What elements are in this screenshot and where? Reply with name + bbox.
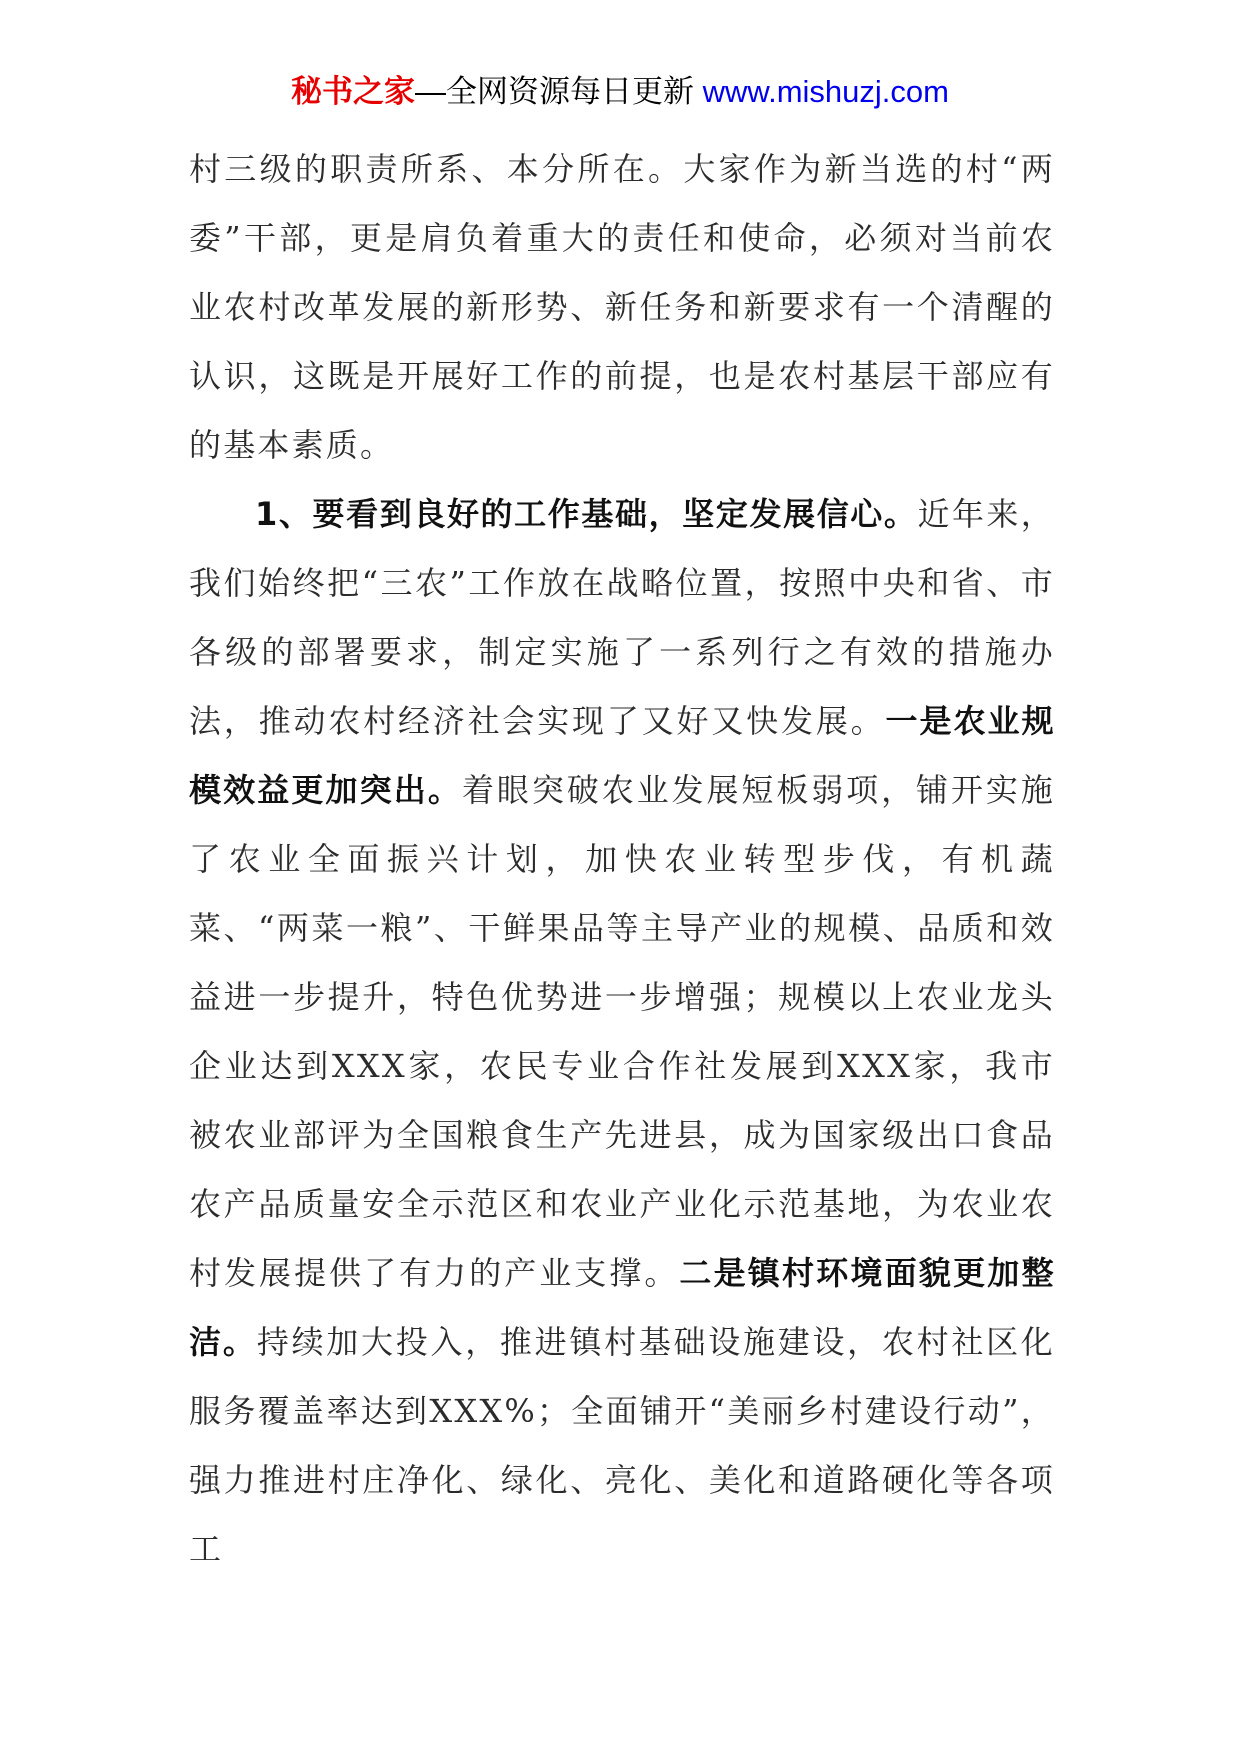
paragraph-continuation: 村三级的职责所系、本分所在。大家作为新当选的村“两委”干部，更是肩负着重大的责任和使命，必须对当前农业农村改革发展的新形势、新任务和新要求有一个清醒的认识，这既是开展好工作的前提，也是农村基层干部应有的基本素质。 xyxy=(189,150,1055,464)
point-text-1: 着眼突破农业发展短板弱项，铺开实施了农业全面振兴计划，加快农业转型步伐，有机蔬菜、“两菜一粮”、干鲜果品等主导产业的规模、品质和效益进一步提升，特色优势进一步增强；规模以上农业龙头企业达到XXX家，农民专业合作社发展到XXX家，我市被农业部评为全国粮食生产先进县，成为国家级出口食品农产品质量安全示范区和农业产业化示范基地，为农业农村发展提供了有力的产业支撑。 xyxy=(189,771,1055,1292)
point-heading-2: 二是镇村环境面貌更加整洁。 xyxy=(189,1254,1055,1361)
point-heading-1: 一是农业规模效益更加突出。 xyxy=(189,702,1055,809)
section-text: 近年来，我们始终把“三农”工作放在战略位置，按照中央和省、市各级的部署要求，制定实施了一系列行之有效的措施办法，推动农村经济社会实现了又好又快发展。 xyxy=(189,495,1055,740)
header-site-link[interactable]: www.mishuzj.com xyxy=(702,74,949,109)
site-header xyxy=(0,72,1240,112)
header-tagline: —全网资源每日更新 xyxy=(415,74,695,109)
section-heading: 1、要看到良好的工作基础，坚定发展信心。 xyxy=(255,495,918,533)
header-brand: 秘书之家 xyxy=(291,74,416,109)
point-text-2: 持续加大投入，推进镇村基础设施建设，农村社区化服务覆盖率达到XXX%；全面铺开“美丽乡村建设行动”，强力推进村庄净化、绿化、亮化、美化和道路硬化等各项工 xyxy=(189,1323,1055,1568)
document-body xyxy=(189,135,1055,1584)
paragraph-section-1 xyxy=(189,480,1055,1584)
